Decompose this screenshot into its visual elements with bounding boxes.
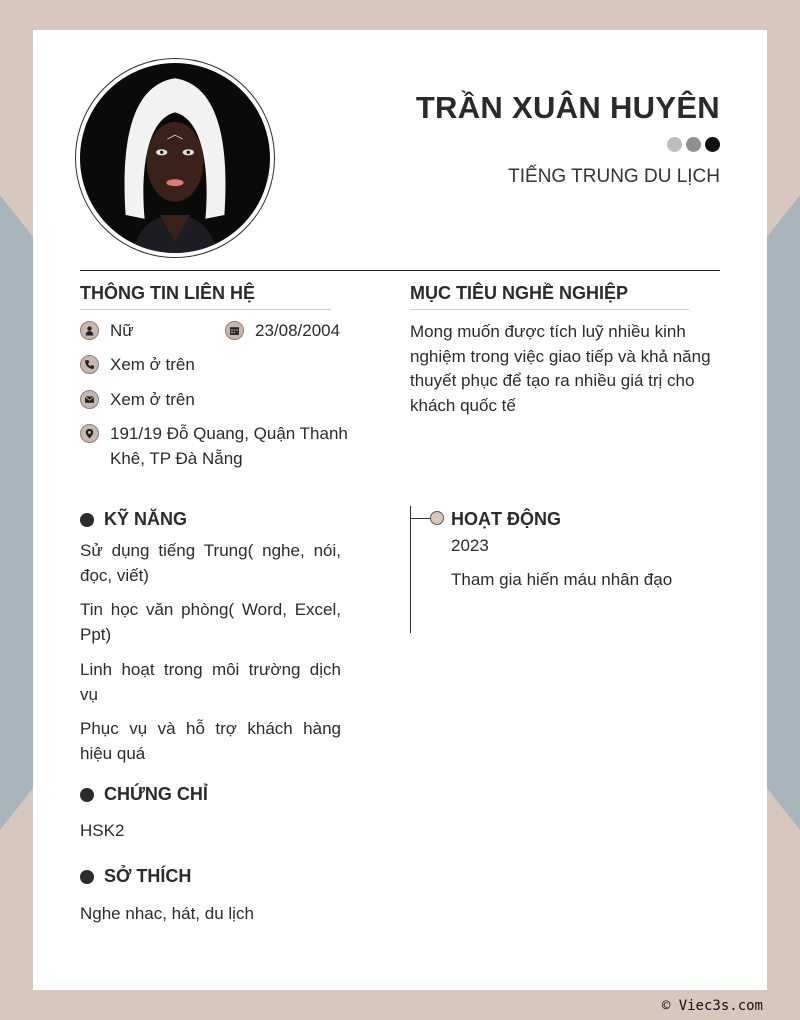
- dot-light: [667, 137, 682, 152]
- activity-description: Tham gia hiến máu nhân đạo: [451, 570, 673, 589]
- bullet-icon: [80, 870, 94, 884]
- skill-line: Linh hoạt trong môi trường dịch: [80, 660, 341, 679]
- dot-medium: [686, 137, 701, 152]
- activities-heading: HOẠT ĐỘNG: [451, 509, 561, 529]
- envelope-icon: [80, 390, 99, 409]
- objective-underline: [410, 309, 689, 310]
- skill-line: Ppt): [80, 624, 112, 644]
- dot-dark: [705, 137, 720, 152]
- skill-line: hiệu quá: [80, 743, 146, 763]
- address-value: [110, 421, 348, 471]
- skills-heading: KỸ NĂNG: [104, 509, 188, 529]
- bullet-icon: [80, 513, 94, 527]
- skill-item: [80, 658, 341, 707]
- certificates-header: [80, 784, 208, 805]
- objective-heading: MỤC TIÊU NGHỀ NGHIỆP: [410, 283, 629, 303]
- certificate-item: HSK2: [80, 821, 125, 840]
- timeline-node: [430, 511, 444, 525]
- contact-address: [80, 424, 348, 471]
- contact-email: [80, 390, 195, 412]
- objective-line: khách quốc tế: [410, 395, 516, 415]
- certificates-heading: CHỨNG CHỈ: [104, 784, 208, 804]
- address-line-2: Khê, TP Đà Nẵng: [110, 449, 243, 468]
- timeline-line: [410, 506, 411, 633]
- person-icon: [80, 321, 99, 340]
- cv-sheet: [33, 30, 767, 990]
- email-value: Xem ở trên: [110, 390, 195, 409]
- skill-item: [80, 539, 341, 588]
- skill-item: [80, 598, 341, 647]
- decorative-dots: [667, 137, 720, 152]
- skill-line: vụ: [80, 684, 98, 704]
- hobbies-heading: SỞ THÍCH: [104, 866, 192, 886]
- phone-value: Xem ở trên: [110, 355, 195, 374]
- skills-header: [80, 509, 187, 530]
- phone-icon: [80, 355, 99, 374]
- gender-value: Nữ: [110, 321, 134, 340]
- objective-line: Mong muốn được tích luỹ nhiều kinh: [410, 322, 686, 341]
- contact-gender: [80, 321, 134, 343]
- hobbies-header: [80, 866, 191, 887]
- contact-dob: [225, 321, 340, 343]
- address-line-1: 191/19 Đỗ Quang, Quận Thanh: [110, 424, 348, 443]
- hobbies-text: Nghe nhac, hát, du lịch: [80, 904, 254, 923]
- skill-line: đọc, viết): [80, 565, 149, 585]
- skill-line: Tin học văn phòng( Word, Excel,: [80, 600, 341, 619]
- objective-line: thuyết phục để tạo ra nhiều giá trị cho: [410, 371, 695, 390]
- footer-copyright: © Viec3s.com: [661, 998, 763, 1014]
- contact-phone: [80, 355, 195, 377]
- activity-year: 2023: [451, 536, 489, 555]
- contact-heading: THÔNG TIN LIÊN HỆ: [80, 283, 255, 303]
- header-divider: [80, 270, 720, 271]
- objective-text: [410, 320, 730, 418]
- avatar: [75, 58, 275, 258]
- candidate-name: TRẦN XUÂN HUYÊN: [415, 90, 720, 125]
- calendar-icon: [225, 321, 244, 340]
- location-pin-icon: [80, 424, 99, 443]
- bullet-icon: [80, 788, 94, 802]
- avatar-portrait: [80, 63, 270, 253]
- objective-line: nghiệm trong việc giao tiếp và khả năng: [410, 346, 711, 366]
- job-title: TIẾNG TRUNG DU LỊCH: [508, 166, 720, 187]
- skill-item: [80, 717, 341, 766]
- contact-underline: [80, 309, 331, 310]
- dob-value: 23/08/2004: [255, 321, 341, 340]
- skill-line: Phục vụ và hỗ trợ khách hàng: [80, 719, 341, 738]
- timeline-connector: [410, 518, 430, 519]
- skill-line: Sử dụng tiếng Trung( nghe, nói,: [80, 541, 341, 560]
